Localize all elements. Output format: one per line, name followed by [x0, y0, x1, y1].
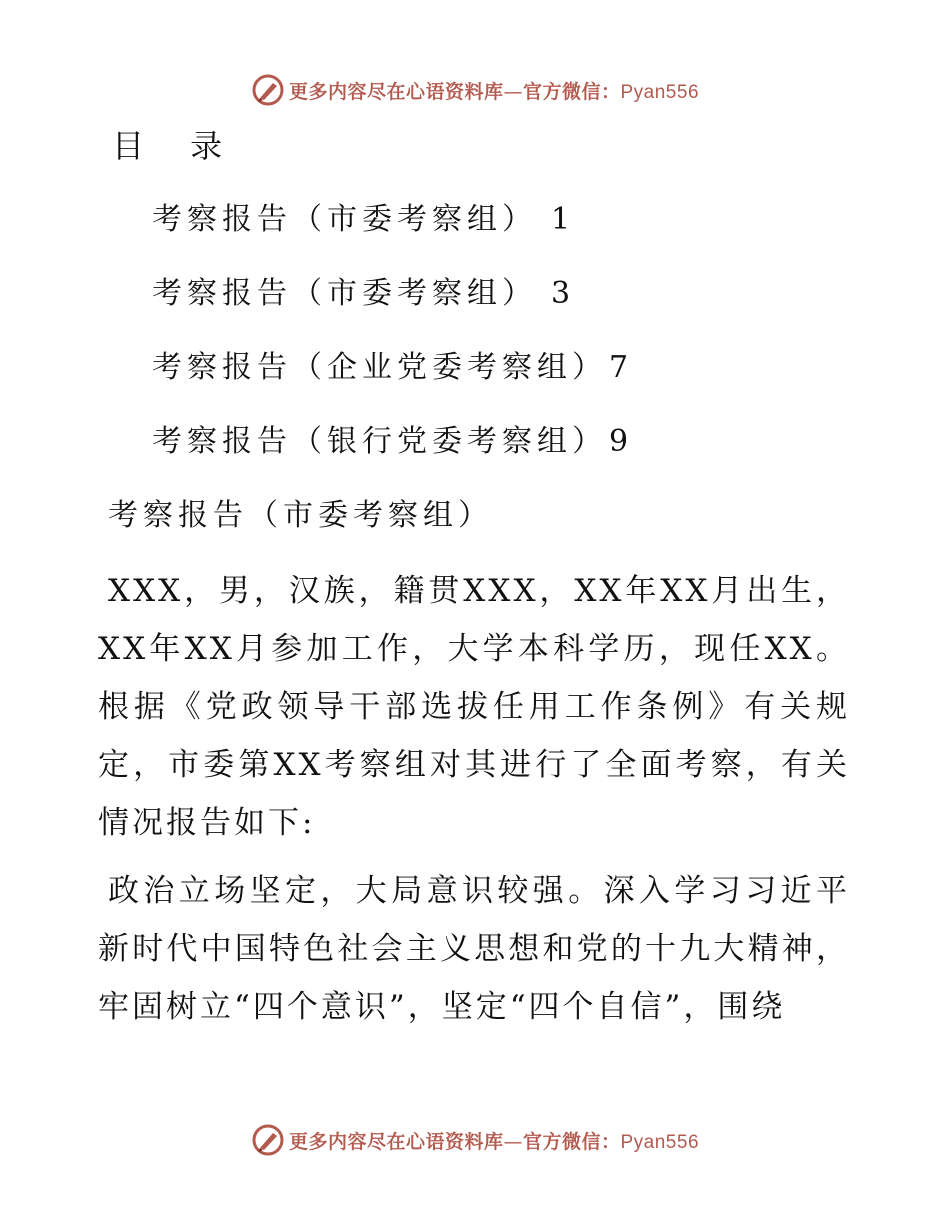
watermark-text: 更多内容尽在心语资料库 [288, 1130, 504, 1153]
toc-item[interactable] [152, 198, 575, 242]
watermark-text: 更多内容尽在心语资料库 [288, 80, 504, 103]
toc-item-label: 考察报告（银行党委考察组） [152, 424, 607, 459]
watermark-dash: — [503, 80, 523, 103]
pen-seal-icon [251, 73, 285, 107]
toc-item-page: 9 [609, 424, 634, 459]
watermark-official: 官方微信： [522, 80, 621, 103]
toc-item-page: 1 [551, 202, 576, 237]
watermark-id: Pyan556 [620, 1131, 700, 1153]
toc-item-page: 3 [551, 276, 576, 311]
toc-item[interactable] [152, 272, 575, 316]
toc-item-label: 考察报告（市委考察组） [152, 276, 537, 311]
body-paragraph: XXX，男，汉族，籍贯XXX，XX年XX月出生，XX年XX月参加工作，大学本科学历，现任XX。根据《党政领导干部选拔任用工作条例》有关规定，市委第XX考察组对其进行了全面考察，有关情况报告如下: [98, 573, 850, 841]
watermark-official: 官方微信： [522, 1130, 621, 1153]
toc-item-label: 考察报告（市委考察组） [152, 202, 537, 237]
toc-item[interactable] [152, 346, 633, 390]
watermark-id: Pyan556 [620, 81, 700, 103]
pen-seal-icon [251, 1123, 285, 1157]
watermark-dash: — [503, 1130, 523, 1153]
header-watermark [0, 70, 950, 110]
body-paragraph: 政治立场坚定，大局意识较强。深入学习习近平新时代中国特色社会主义思想和党的十九大精神，牢固树立“四个意识”，坚定“四个自信”，围绕 [98, 873, 850, 1025]
toc-item-label: 考察报告（企业党委考察组） [152, 350, 607, 385]
toc-item-page: 7 [609, 350, 634, 385]
toc-title: 目 录 [112, 127, 241, 165]
toc-item[interactable] [152, 420, 633, 464]
section-heading: 考察报告（市委考察组） [108, 498, 493, 533]
footer-watermark [0, 1120, 950, 1160]
